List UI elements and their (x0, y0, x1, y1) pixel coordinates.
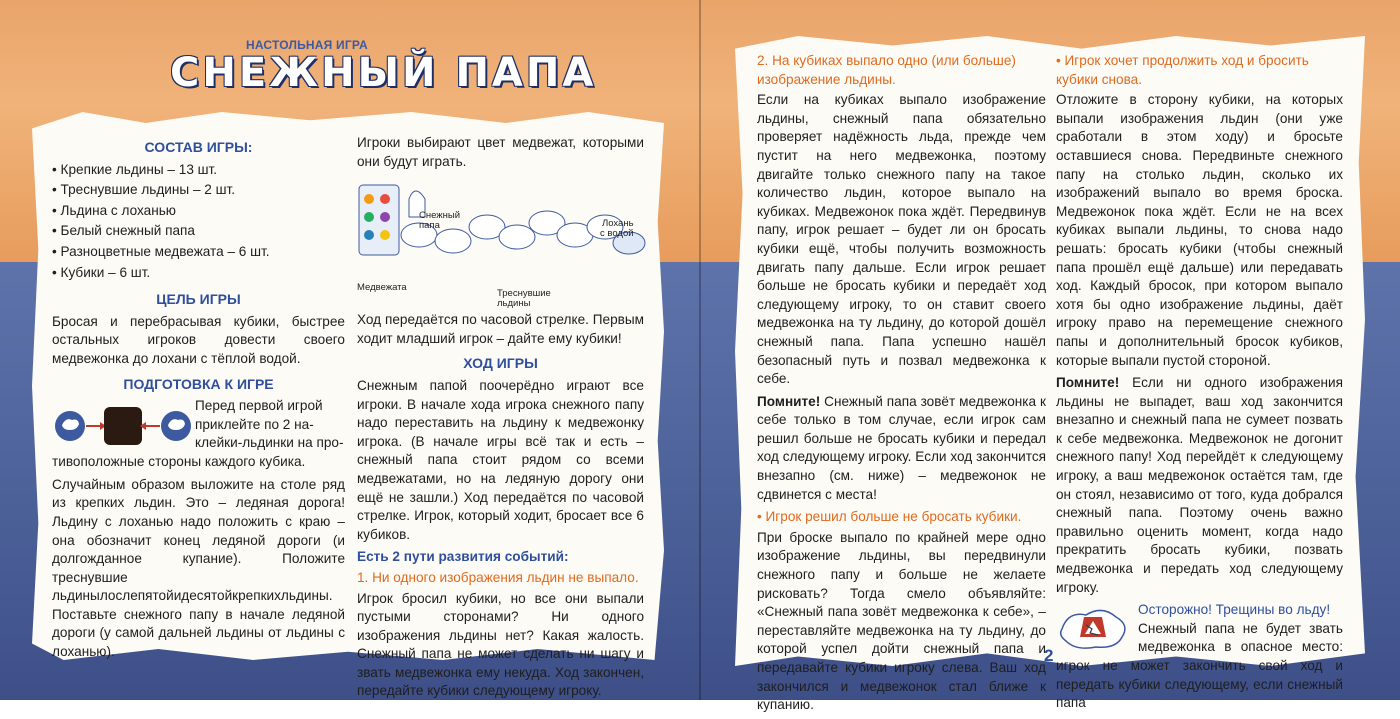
warning-text: Снежный папа не будет звать медвежонка в опасное место: игрок не может закончить свой ход и передать кубики следующему, если снежный папа (1056, 620, 1343, 711)
way1-heading: 1. Ни одного изображения льдин не выпало. (357, 569, 639, 585)
page-number: 2 (1044, 646, 1054, 665)
prep-line: приклейте по 2 на- (195, 416, 314, 432)
list-item: • Льдина с лоханью (52, 202, 345, 221)
prep-illustration-row (52, 397, 345, 453)
list-item: • Белый снежный папа (52, 222, 345, 241)
goal-heading: ЦЕЛЬ ИГРЫ (156, 291, 241, 308)
ways-heading: Есть 2 пути развития событий: (357, 549, 569, 565)
remember-paragraph (757, 393, 1046, 505)
brand-subtitle: НАСТОЛЬНАЯ ИГРА (246, 38, 368, 52)
stop-text: При броске выпало по крайней мере одно изображение льдины, вы передвинули снежного папу и больше не желаете рисковать? Тогда смело объявляйте: «Снежный папа зовёт медвежонка к себе», – переставляйте медвежонка на ту льдину, до которой успел дойти снежный папа и передавайте кубики игроку слева. Ваш ход закончился и медвежонок стал ближе к купанию. (757, 529, 1046, 713)
label-tub: Лохань с водой (600, 218, 634, 240)
move-text: Снежным папой поочерёдно играют все игроки. В начале хода игрока снежного папу надо переставить на льдину к медвежонку игрока. (В начале игры всё так и есть – снежный папа стоит рядом со всеми медвежатами, но на ледяную дорогу они ещё не зашли.) Ход передаётся по часовой стрелке. Игрок, который ходит, бросает все 6 кубиков. (357, 377, 644, 542)
label-bears: Медвежата (357, 282, 407, 294)
prep-line: клейки-льдинки на про- (195, 435, 344, 451)
way1-text: Игрок бросил кубики, но все они выпали пустыми сторонами? Ни одного изображения льдины нет? Какая жалость. Снежный папа не может сделать ни шагу и звать медвежонка ему некуда. Ход закончен, передайте кубики следующему игроку. (357, 590, 644, 699)
contents-heading: СОСТАВ ИГРЫ: (144, 139, 253, 155)
label-snow-papa: Снежный папа (419, 210, 461, 232)
middle-column (357, 134, 644, 705)
cracked-floe-icon (1056, 603, 1132, 651)
intro-text: Игроки выбирают цвет медвежат, которыми они будут играть. (357, 135, 644, 169)
sticker-cube-icon (52, 401, 192, 451)
left-column (52, 134, 345, 666)
move-heading: ХОД ИГРЫ (463, 355, 538, 372)
prep-heading: ПОДГОТОВКА К ИГРЕ (123, 375, 274, 392)
warning-heading: Осторожно! Трещины во льду! (1138, 602, 1331, 618)
label-cracked-floes: Треснувшие льдины (497, 288, 551, 310)
turn-text: Ход передаётся по часовой стрелке. Первым ходит младший игрок – дайте ему кубики! (357, 312, 644, 346)
right-column-1 (757, 52, 1046, 719)
way2-text: Если на кубиках выпало изображение льдины, снежный папа обязательно проверяет надёжность льда, прежде чем пустит на него медвежонка, поэтому двигайте только снежного папу на такое количество льдин, которое выпало на кубиках. Медвежонок пока ждёт. Передвинув папу, игрок решает – будет ли он бросать кубики ещё, чтобы получить возможность двигать папу дальше. Если игрок решает больше не бросать кубики и передаёт ход следующему игроку, то он ставит своего медвежонка на ту льдину, до которой дошёл снежный папа. Папа успешно нашёл безопасный путь и позвал медвежонка к себе. (757, 92, 1046, 387)
prep-text: Случайным образом выложите на столе ряд из крепких льдин. Это – ледяная дорога! Льдину с лоханью надо положить с краю – она обозначит конец ледяной дороги (и долгожданное купание). Положите треснувшие льдинылослепятойидесятойкрепкихльдины. Поставьте снежного папу в начале ледяной дороги (у самой дальней льдины от льдины с лоханью). (52, 476, 345, 660)
list-item: • Кубики – 6 шт. (52, 264, 345, 283)
remember-text: Снежный папа зовёт медвежонка к себе только в том случае, если игрок сам решил больше не бросать кубики и передал ход следующему игроку. Если ход закончится внезапно (см. ниже) – медвежонок не сдвинется с места! (757, 393, 1046, 502)
prep-continuation: тивоположные стороны каждого кубика. (52, 454, 306, 470)
page-spine (699, 0, 701, 700)
list-item: • Крепкие льдины – 13 шт. (52, 161, 345, 180)
continue-text: Отложите в сторону кубики, на которых выпали изображения льдин (они уже сработали в этом ходу) и бросьте оставшиеся снова. Передвиньте снежного папу на столько льдин, сколько их изображений выпало во время броска. Медвежонок пока ждёт. Если не на всех кубиках выпали льдины, то снова надо решать: бросать кубики (чтобы снежный папа прошёл ещё дальше) или передавать ход. Каждый бросок, при котором выпало хотя бы одно изображение льдины, даёт игроку право на перемещение снежного папы и дополнительный бросок кубиков, которые выпали пустой стороной. (1056, 92, 1343, 368)
remember-text: Если ни одного изображения льдины не выпадет, ваш ход закончится внезапно и снежный папа не сумеет позвать к себе медвежонка. Медвежонок не догонит снежного папу! Ход перейдёт к следующему игроку, а ваш медвежонок остаётся там, где он стоял, независимо от того, куда добрался снежный папа. Поэтому очень важно правильно оценить момент, когда надо прекратить бросать кубики, позвать медвежонка и передать ход следующему игроку. (1056, 375, 1343, 595)
right-column-2 (1056, 52, 1343, 717)
remember-label: Помните! (1056, 375, 1120, 391)
continue-heading: • Игрок хочет продолжить ход и бросить кубики снова. (1056, 53, 1309, 87)
brand-title: СНЕЖНЫЙ ПАПА (170, 50, 597, 96)
contents-list (52, 161, 345, 283)
list-item: • Разноцветные медвежата – 6 шт. (52, 243, 345, 262)
setup-figure (357, 175, 649, 310)
warning-block (1056, 601, 1343, 713)
goal-text: Бросая и перебрасывая кубики, быстрее остальных игроков довести своего медвежонка до лохани с тёплой водой. (52, 313, 345, 366)
remember-label: Помните! (757, 393, 821, 409)
list-item: • Треснувшие льдины – 2 шт. (52, 181, 345, 200)
remember-paragraph-2 (1056, 374, 1343, 597)
stop-heading: • Игрок решил больше не бросать кубики. (757, 509, 1022, 525)
way2-heading: 2. На кубиках выпало одно (или больше) изображение льдины. (757, 53, 1016, 87)
prep-line: Перед первой игрой (195, 398, 323, 414)
